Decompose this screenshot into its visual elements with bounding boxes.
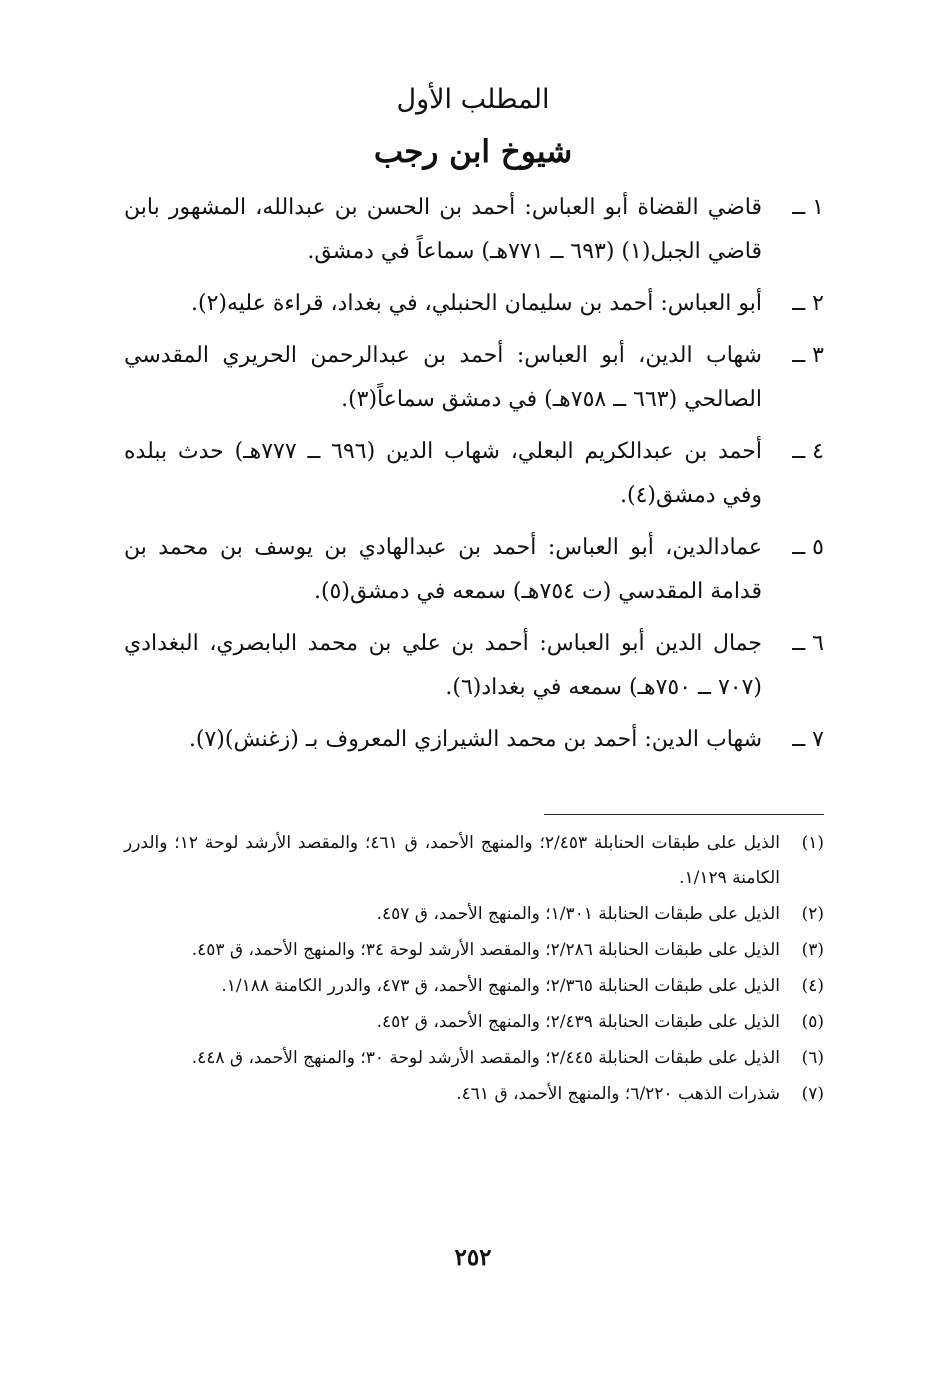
list-item	[124, 622, 824, 710]
entry-number: ٥ ــ	[792, 535, 824, 560]
list-item	[124, 282, 824, 326]
entry-number: ٤ ــ	[792, 439, 824, 464]
footnotes-list	[124, 826, 824, 1113]
list-item	[124, 526, 824, 614]
footnote-number: (١)	[801, 833, 824, 853]
entry-text: شهاب الدين: أحمد بن محمد الشيرازي المعروف بـ (زغنش)(٧).	[188, 727, 762, 752]
footnote-text: الذيل على طبقات الحنابلة ٢/٤٣٩؛ والمنهج الأحمد، ق ٤٥٢.	[376, 1012, 780, 1032]
entry-text: أحمد بن عبدالكريم البعلي، شهاب الدين (٦٩٦ ــ ٧٧٧هـ) حدث ببلده وفي دمشق(٤).	[124, 439, 762, 508]
footnote-text: الذيل على طبقات الحنابلة ٢/٤٤٥؛ والمقصد الأرشد لوحة ٣٠؛ والمنهج الأحمد، ق ٤٤٨.	[191, 1048, 780, 1068]
entry-number: ٢ ــ	[792, 291, 824, 316]
footnote-number: (٤)	[801, 976, 824, 996]
entry-number: ٧ ــ	[792, 727, 824, 752]
footnote-text: الذيل على طبقات الحنابلة ٢/٤٥٣؛ والمنهج الأحمد، ق ٤٦١؛ والمقصد الأرشد لوحة ١٢؛ والدرر الكامنة ١/١٢٩.	[124, 833, 781, 888]
footnote	[124, 933, 824, 968]
entry-number: ٣ ــ	[792, 343, 824, 368]
footnote	[124, 969, 824, 1004]
footnote	[124, 1041, 824, 1076]
section-title: المطلب الأول	[396, 84, 550, 115]
chapter-title: شيوخ ابن رجب	[373, 134, 573, 170]
footnote-divider	[544, 814, 824, 815]
entry-text: جمال الدين أبو العباس: أحمد بن علي بن محمد البابصري، البغدادي (٧٠٧ ــ ٧٥٠هـ) سمعه في بغداد(٦).	[124, 631, 762, 700]
footnote-number: (٥)	[801, 1012, 824, 1032]
page-number: ٢٥٢	[454, 1244, 492, 1271]
entry-text: أبو العباس: أحمد بن سليمان الحنبلي، في بغداد، قراءة عليه(٢).	[191, 291, 762, 316]
entry-number: ٦ ــ	[792, 631, 824, 656]
footnote	[124, 897, 824, 932]
entry-text: عمادالدين، أبو العباس: أحمد بن عبدالهادي بن يوسف بن محمد بن قدامة المقدسي (ت ٧٥٤هـ) سمعه في دمشق(٥).	[124, 535, 762, 604]
list-item	[124, 430, 824, 518]
footnote-number: (٢)	[801, 904, 824, 924]
footnote	[124, 826, 824, 896]
footnote-text: الذيل على طبقات الحنابلة ٢/٢٨٦؛ والمقصد الأرشد لوحة ٣٤؛ والمنهج الأحمد، ق ٤٥٣.	[191, 940, 780, 960]
list-item	[124, 718, 824, 762]
footnote-number: (٣)	[801, 940, 824, 960]
footnote-text: شذرات الذهب ٦/٢٢٠؛ والمنهج الأحمد، ق ٤٦١.	[456, 1084, 780, 1104]
entry-text: قاضي القضاة أبو العباس: أحمد بن الحسن بن عبدالله، المشهور بابن قاضي الجبل(١) (٦٩٣ ــ ٧٧١هـ) سماعاً في دمشق.	[124, 195, 762, 264]
footnote	[124, 1005, 824, 1040]
footnote-number: (٦)	[801, 1048, 824, 1068]
footnote	[124, 1077, 824, 1112]
entry-text: شهاب الدين، أبو العباس: أحمد بن عبدالرحمن الحريري المقدسي الصالحي (٦٦٣ ــ ٧٥٨هـ) في دمشق سماعاً(٣).	[124, 343, 762, 412]
entry-number: ١ ــ	[792, 195, 824, 220]
footnote-text: الذيل على طبقات الحنابلة ٢/٣٦٥؛ والمنهج الأحمد، ق ٤٧٣، والدرر الكامنة ١/١٨٨.	[221, 976, 780, 996]
footnote-number: (٧)	[801, 1084, 824, 1104]
list-item	[124, 334, 824, 422]
list-item	[124, 186, 824, 274]
teachers-list	[124, 186, 824, 770]
footnote-text: الذيل على طبقات الحنابلة ١/٣٠١؛ والمنهج الأحمد، ق ٤٥٧.	[376, 904, 780, 924]
